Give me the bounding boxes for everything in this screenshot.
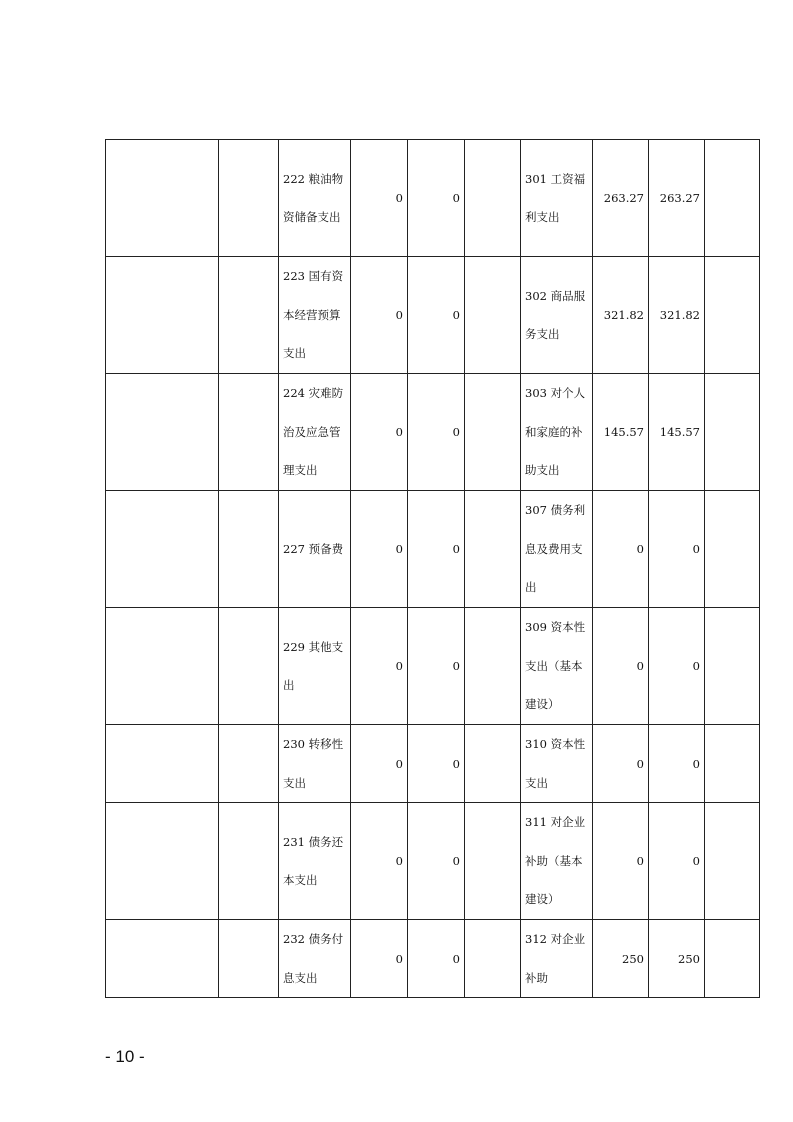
economic-category-cell: 302 商品服务支出 xyxy=(521,257,593,374)
page-number: - 10 - xyxy=(105,1047,145,1066)
economic-value-cell: 145.57 xyxy=(593,374,649,491)
function-value-cell: 0 xyxy=(351,920,408,998)
economic-value-cell: 321.82 xyxy=(593,257,649,374)
blank-cell xyxy=(219,257,279,374)
blank-cell xyxy=(465,725,521,803)
blank-cell xyxy=(219,725,279,803)
economic-value-cell: 0 xyxy=(593,725,649,803)
blank-cell xyxy=(705,725,760,803)
economic-value-cell: 250 xyxy=(649,920,705,998)
economic-value-cell: 321.82 xyxy=(649,257,705,374)
function-category-cell: 229 其他支出 xyxy=(279,608,351,725)
economic-value-cell: 263.27 xyxy=(593,140,649,257)
budget-table xyxy=(105,139,760,998)
function-value-cell: 0 xyxy=(408,920,465,998)
function-value-cell: 0 xyxy=(408,803,465,920)
function-value-cell: 0 xyxy=(408,257,465,374)
blank-cell xyxy=(465,374,521,491)
function-value-cell: 0 xyxy=(408,608,465,725)
function-value-cell: 0 xyxy=(408,140,465,257)
blank-cell xyxy=(465,257,521,374)
blank-cell xyxy=(106,374,219,491)
function-value-cell: 0 xyxy=(408,374,465,491)
function-value-cell: 0 xyxy=(351,608,408,725)
table-row xyxy=(106,257,760,374)
function-value-cell: 0 xyxy=(408,725,465,803)
blank-cell xyxy=(705,491,760,608)
blank-cell xyxy=(106,491,219,608)
function-category-cell: 222 粮油物资储备支出 xyxy=(279,140,351,257)
function-category-cell: 223 国有资本经营预算支出 xyxy=(279,257,351,374)
blank-cell xyxy=(705,608,760,725)
blank-cell xyxy=(106,608,219,725)
blank-cell xyxy=(219,374,279,491)
table-row xyxy=(106,140,760,257)
economic-value-cell: 0 xyxy=(649,491,705,608)
economic-value-cell: 0 xyxy=(649,725,705,803)
table-row xyxy=(106,491,760,608)
table-row xyxy=(106,725,760,803)
table-row xyxy=(106,374,760,491)
function-value-cell: 0 xyxy=(408,491,465,608)
economic-category-cell: 310 资本性支出 xyxy=(521,725,593,803)
function-value-cell: 0 xyxy=(351,803,408,920)
blank-cell xyxy=(705,803,760,920)
blank-cell xyxy=(219,491,279,608)
function-category-cell: 224 灾难防治及应急管理支出 xyxy=(279,374,351,491)
blank-cell xyxy=(705,257,760,374)
economic-category-cell: 312 对企业补助 xyxy=(521,920,593,998)
economic-category-cell: 303 对个人和家庭的补助支出 xyxy=(521,374,593,491)
economic-value-cell: 0 xyxy=(593,803,649,920)
economic-value-cell: 263.27 xyxy=(649,140,705,257)
table-row xyxy=(106,803,760,920)
table-row xyxy=(106,920,760,998)
economic-category-cell: 301 工资福利支出 xyxy=(521,140,593,257)
blank-cell xyxy=(705,374,760,491)
economic-category-cell: 311 对企业补助（基本建设） xyxy=(521,803,593,920)
function-value-cell: 0 xyxy=(351,257,408,374)
blank-cell xyxy=(705,140,760,257)
table-row xyxy=(106,608,760,725)
blank-cell xyxy=(106,920,219,998)
table-body xyxy=(106,140,760,998)
economic-value-cell: 250 xyxy=(593,920,649,998)
blank-cell xyxy=(465,491,521,608)
function-category-cell: 231 债务还本支出 xyxy=(279,803,351,920)
blank-cell xyxy=(219,140,279,257)
economic-value-cell: 0 xyxy=(649,803,705,920)
economic-value-cell: 0 xyxy=(593,608,649,725)
blank-cell xyxy=(106,803,219,920)
function-category-cell: 232 债务付息支出 xyxy=(279,920,351,998)
blank-cell xyxy=(465,140,521,257)
blank-cell xyxy=(219,803,279,920)
blank-cell xyxy=(219,920,279,998)
economic-value-cell: 0 xyxy=(593,491,649,608)
economic-category-cell: 309 资本性支出（基本建设） xyxy=(521,608,593,725)
blank-cell xyxy=(106,257,219,374)
blank-cell xyxy=(106,140,219,257)
function-value-cell: 0 xyxy=(351,725,408,803)
function-value-cell: 0 xyxy=(351,491,408,608)
function-category-cell: 230 转移性支出 xyxy=(279,725,351,803)
blank-cell xyxy=(465,803,521,920)
economic-value-cell: 0 xyxy=(649,608,705,725)
blank-cell xyxy=(465,920,521,998)
function-value-cell: 0 xyxy=(351,374,408,491)
blank-cell xyxy=(106,725,219,803)
blank-cell xyxy=(219,608,279,725)
function-category-cell: 227 预备费 xyxy=(279,491,351,608)
economic-category-cell: 307 债务利息及费用支出 xyxy=(521,491,593,608)
blank-cell xyxy=(465,608,521,725)
blank-cell xyxy=(705,920,760,998)
function-value-cell: 0 xyxy=(351,140,408,257)
economic-value-cell: 145.57 xyxy=(649,374,705,491)
